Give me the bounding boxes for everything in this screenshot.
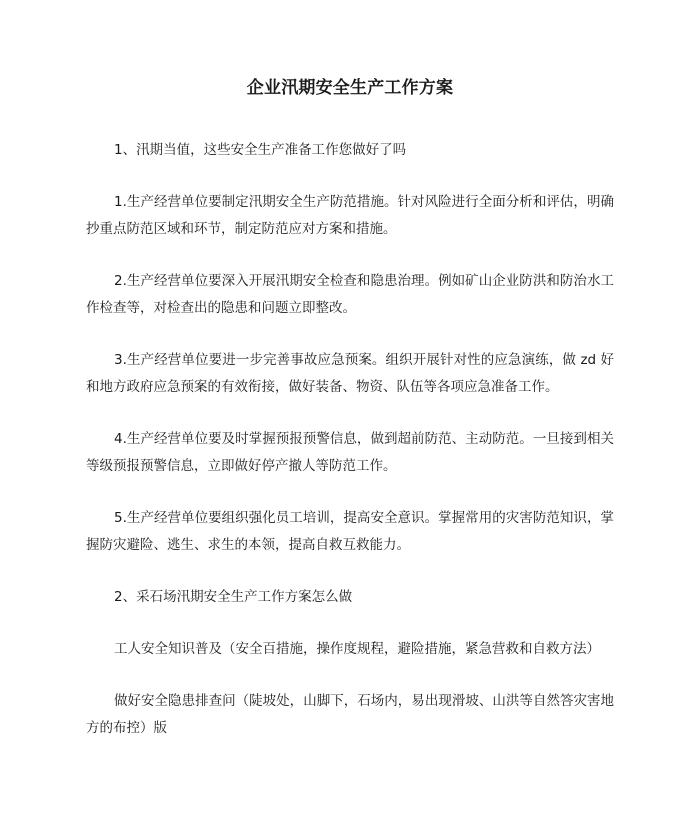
- section-heading-1: 1、汛期当值，这些安全生产准备工作您做好了吗: [114, 142, 407, 158]
- paragraph-item-3: 3.生产经营单位要进一步完善事故应急预案。组织开展针对性的应急演练，做 zd 好和地方政府应急预案的有效衔接，做好装备、物资、队伍等各项应急准备工作。: [86, 352, 614, 395]
- paragraph-item-4: 4.生产经营单位要及时掌握预报预警信息，做到超前防范、主动防范。一旦接到相关等级预报预警信息，立即做好停产撤人等防范工作。: [86, 431, 614, 474]
- paragraph-worker-training: 工人安全知识普及（安全百措施，操作度规程，避险措施，紧急营救和自救方法）: [114, 641, 600, 657]
- paragraph-item-5: 5.生产经营单位要组织强化员工培训，提高安全意识。掌握常用的灾害防范知识，掌握防灾避险、逃生、求生的本领，提高自救互救能力。: [86, 510, 614, 553]
- paragraph-item-2: 2.生产经营单位要深入开展汛期安全检查和隐患治理。例如矿山企业防洪和防治水工作检查等，对检查出的隐患和问题立即整改。: [86, 273, 614, 316]
- paragraph-item-1: 1.生产经营单位要制定汛期安全生产防范措施。针对风险进行全面分析和评估，明确抄重点防范区域和环节，制定防范应对方案和措施。: [86, 194, 614, 237]
- document-title: 企业汛期安全生产工作方案: [246, 78, 454, 98]
- section-heading-2: 2、采石场汛期安全生产工作方案怎么做: [114, 589, 353, 605]
- paragraph-hazard-check: 做好安全隐患排查问（陡坡处，山脚下，石场内，易出现滑坡、山洪等自然答灾害地方的布控）版: [86, 693, 614, 736]
